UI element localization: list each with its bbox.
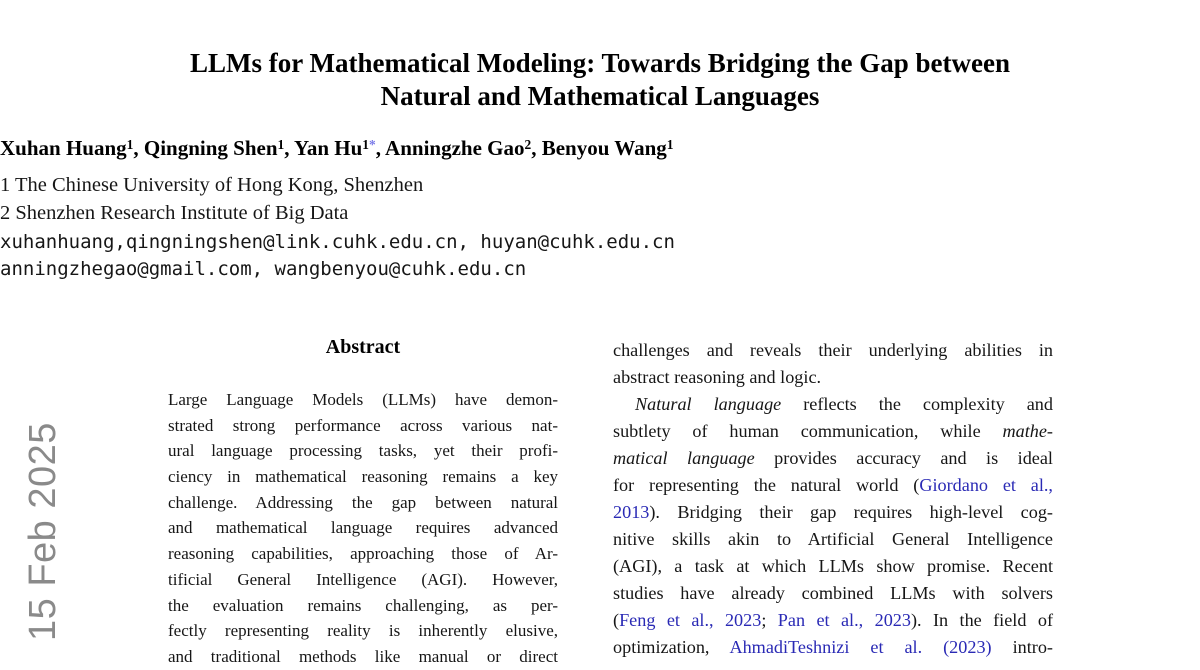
text-line bbox=[613, 391, 1053, 418]
text-span: , bbox=[133, 136, 144, 160]
text-span: optimization, bbox=[613, 637, 730, 657]
text-span: challenges and reveals their underlying abilities in bbox=[613, 340, 1053, 360]
text-span: studies have already combined LLMs with solvers bbox=[613, 583, 1053, 603]
text-span: Qingning Shen bbox=[143, 136, 278, 160]
abstract-heading: Abstract bbox=[325, 336, 401, 358]
text-line bbox=[0, 136, 1200, 161]
text-line bbox=[613, 580, 1053, 607]
text-span: subtlety of human communication, while bbox=[613, 421, 1003, 441]
citation-link[interactable]: 2013 bbox=[613, 502, 650, 522]
arxiv-date-stamp: 15 Feb 2025 bbox=[22, 422, 64, 641]
affiliation-1: 1 The Chinese University of Hong Kong, Shenzhen bbox=[0, 174, 424, 196]
text-span: 1 bbox=[362, 136, 369, 152]
text-line bbox=[613, 553, 1053, 580]
text-line bbox=[613, 418, 1053, 445]
paper-title bbox=[0, 47, 1200, 113]
text-span: Large Language Models (LLMs) have demon- bbox=[168, 390, 558, 409]
text-span: 1 bbox=[277, 136, 285, 152]
text-span: intro- bbox=[991, 637, 1053, 657]
text-span: fectly representing reality is inherently elusive, bbox=[168, 621, 558, 641]
text-span: ciency in mathematical reasoning remains a key bbox=[168, 467, 558, 487]
text-line bbox=[168, 490, 558, 516]
text-span: reasoning capabilities, approaching those of Ar- bbox=[168, 544, 558, 564]
text-span: ( bbox=[613, 610, 620, 630]
text-span: 1 bbox=[666, 136, 674, 152]
text-line bbox=[613, 337, 1053, 364]
text-span: challenge. Addressing the gap between natural bbox=[168, 492, 558, 512]
text-line bbox=[168, 413, 558, 439]
affiliations bbox=[0, 171, 1200, 227]
body-right-column bbox=[613, 337, 1053, 661]
text-line bbox=[613, 445, 1053, 472]
paper-title-line-2: Natural and Mathematical Languages bbox=[380, 81, 820, 111]
text-span: Natural language bbox=[635, 394, 782, 414]
author-line bbox=[0, 136, 1200, 161]
text-span: Anningzhe Gao bbox=[385, 136, 525, 160]
text-span: mathe- bbox=[1002, 421, 1053, 441]
text-span: and traditional methods like manual or direct bbox=[168, 646, 558, 666]
text-span: abstract reasoning and logic. bbox=[613, 367, 822, 387]
text-span: , bbox=[284, 136, 294, 160]
citation-link[interactable]: Feng et al., 2023 bbox=[619, 610, 762, 630]
text-span: , bbox=[375, 136, 386, 160]
text-span: Xuhan Huang bbox=[0, 136, 127, 160]
text-line bbox=[613, 364, 1053, 391]
citation-link[interactable]: AhmadiTeshnizi et al. (2023) bbox=[729, 637, 992, 657]
text-span: ). In the field of bbox=[910, 610, 1053, 630]
abstract-body bbox=[168, 387, 558, 670]
text-span: ural language processing tasks, yet their profi- bbox=[168, 441, 558, 461]
text-line bbox=[168, 618, 558, 644]
text-span: ; bbox=[761, 610, 778, 630]
text-span: reflects the complexity and bbox=[781, 394, 1053, 414]
text-span: and mathematical language requires advanced bbox=[168, 518, 558, 538]
citation-link[interactable]: Pan et al., 2023 bbox=[777, 610, 911, 630]
text-span: (AGI), a task at which LLMs show promise. Recent bbox=[613, 556, 1053, 576]
text-span: 2 bbox=[524, 136, 532, 152]
citation-link[interactable]: Giordano et al., bbox=[919, 475, 1053, 495]
email-block bbox=[0, 229, 1200, 283]
paper-title-line-1: LLMs for Mathematical Modeling: Towards Bridging the Gap between bbox=[190, 48, 1010, 78]
corresponding-author-star: * bbox=[368, 136, 376, 152]
text-span: strated strong performance across various nat- bbox=[168, 415, 558, 435]
text-line bbox=[613, 472, 1053, 499]
text-span: provides accuracy and is ideal bbox=[754, 448, 1053, 468]
text-span: Yan Hu bbox=[293, 136, 363, 160]
text-line bbox=[613, 526, 1053, 553]
text-span: for representing the natural world ( bbox=[613, 475, 920, 495]
text-span: nitive skills akin to Artificial General Intelligence bbox=[613, 529, 1053, 549]
text-line bbox=[613, 499, 1053, 526]
text-span: 1 bbox=[126, 136, 134, 152]
text-line bbox=[168, 541, 558, 567]
text-line bbox=[168, 515, 558, 541]
text-span: Benyou Wang bbox=[541, 136, 667, 160]
affiliation-2: 2 Shenzhen Research Institute of Big Data bbox=[0, 202, 349, 224]
text-span: the evaluation remains challenging, as per- bbox=[168, 595, 558, 615]
text-line bbox=[168, 438, 558, 464]
email-line-2: anningzhegao@gmail.com, wangbenyou@cuhk.edu.cn bbox=[0, 258, 527, 280]
text-span: tificial General Intelligence (AGI). However, bbox=[168, 569, 558, 589]
text-span: ). Bridging their gap requires high-level cog- bbox=[649, 502, 1053, 522]
text-line bbox=[168, 593, 558, 619]
text-span: , bbox=[531, 136, 542, 160]
text-line bbox=[168, 387, 558, 413]
text-line bbox=[168, 567, 558, 593]
text-line bbox=[168, 464, 558, 490]
text-span: matical language bbox=[613, 448, 755, 468]
email-line-1: xuhanhuang,qingningshen@link.cuhk.edu.cn, huyan@cuhk.edu.cn bbox=[0, 231, 675, 253]
text-line bbox=[613, 607, 1053, 634]
